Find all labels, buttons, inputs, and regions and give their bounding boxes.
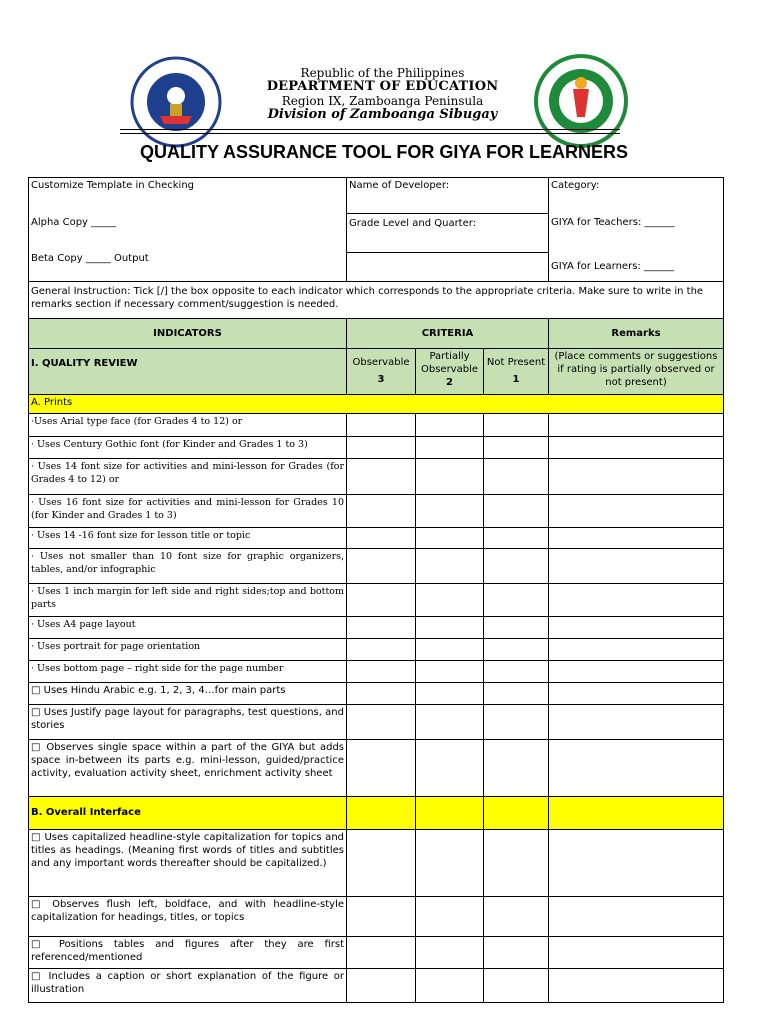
indicator-row: ·Uses Arial type face (for Grades 4 to 12) or (28, 413, 347, 437)
not-present-header (483, 348, 549, 395)
letterhead-text (240, 66, 525, 122)
section-b-fill (548, 796, 724, 830)
partially-checkbox-cell[interactable] (415, 616, 484, 639)
not-present-checkbox-cell[interactable] (483, 548, 549, 584)
division-seal-icon (533, 53, 625, 145)
observable-checkbox-cell[interactable] (346, 660, 416, 683)
not-present-checkbox-cell[interactable] (483, 936, 549, 969)
observable-label: Observable (352, 357, 410, 368)
not-present-checkbox-cell[interactable] (483, 616, 549, 639)
partially-checkbox-cell[interactable] (415, 494, 484, 528)
remarks-input-cell[interactable] (548, 704, 724, 740)
observable-checkbox-cell[interactable] (346, 458, 416, 495)
indicator-row: · Uses bottom page – right side for the page number (28, 660, 347, 683)
giya-teachers-label: GIYA for Teachers: ______ (551, 217, 675, 228)
remarks-input-cell[interactable] (548, 494, 724, 528)
partially-checkbox-cell[interactable] (415, 704, 484, 740)
observable-checkbox-cell[interactable] (346, 436, 416, 459)
indicator-row: · Uses 14 font size for activities and mini-lesson for Grades (for Grades 4 to 12) or (28, 458, 347, 495)
department-text: DEPARTMENT OF EDUCATION (266, 79, 499, 94)
remarks-input-cell[interactable] (548, 829, 724, 897)
indicator-row: □ Observes flush left, boldface, and with headline-style capitalization for headings, titles, or topics (28, 896, 347, 937)
not-present-score: 1 (512, 374, 520, 385)
indicator-row: □ Uses Justify page layout for paragraphs, test questions, and stories (28, 704, 347, 740)
developer-label: Name of Developer: (349, 180, 450, 191)
not-present-checkbox-cell[interactable] (483, 682, 549, 705)
not-present-checkbox-cell[interactable] (483, 829, 549, 897)
observable-checkbox-cell[interactable] (346, 739, 416, 797)
observable-checkbox-cell[interactable] (346, 896, 416, 937)
partially-checkbox-cell[interactable] (415, 583, 484, 617)
letterhead (130, 56, 630, 136)
section-overall-interface: B. Overall Interface (28, 796, 347, 830)
grade-cell (346, 213, 549, 253)
observable-checkbox-cell[interactable] (346, 682, 416, 705)
customize-label: Customize Template in Checking (31, 180, 194, 191)
quality-review-header: I. QUALITY REVIEW (28, 348, 347, 395)
remarks-input-cell[interactable] (548, 413, 724, 437)
alpha-copy-label: Alpha Copy _____ (31, 217, 117, 228)
partially-checkbox-cell[interactable] (415, 458, 484, 495)
division-text: Division of Zamboanga Sibugay (267, 107, 498, 122)
beta-copy-label: Beta Copy _____ Output (31, 253, 149, 264)
blank-cell (346, 252, 549, 282)
observable-checkbox-cell[interactable] (346, 968, 416, 1003)
partially-checkbox-cell[interactable] (415, 638, 484, 661)
partially-checkbox-cell[interactable] (415, 527, 484, 549)
giya-learners-label: GIYA for Learners: ______ (551, 261, 674, 272)
section-b-fill (346, 796, 416, 830)
indicator-row: · Uses 16 font size for activities and mini-lesson for Grades 10 (for Kinder and Grades 1 to 3) (28, 494, 347, 528)
deped-seal-icon (130, 56, 222, 148)
remarks-input-cell[interactable] (548, 527, 724, 549)
not-present-checkbox-cell[interactable] (483, 660, 549, 683)
observable-checkbox-cell[interactable] (346, 936, 416, 969)
not-present-checkbox-cell[interactable] (483, 413, 549, 437)
remarks-input-cell[interactable] (548, 739, 724, 797)
header-rule (120, 129, 620, 130)
remarks-input-cell[interactable] (548, 936, 724, 969)
partially-checkbox-cell[interactable] (415, 829, 484, 897)
not-present-checkbox-cell[interactable] (483, 704, 549, 740)
general-instruction: General Instruction: Tick [/] the box opposite to each indicator which corresponds to the appropriate criteria. Make sure to write in the remarks section if necessary comment/suggestion is needed. (28, 281, 724, 319)
indicator-row: □ Uses Hindu Arabic e.g. 1, 2, 3, 4…for main parts (28, 682, 347, 705)
indicator-row: · Uses 1 inch margin for left side and right sides;top and bottom parts (28, 583, 347, 617)
indicator-row: · Uses Century Gothic font (for Kinder and Grades 1 to 3) (28, 436, 347, 459)
not-present-checkbox-cell[interactable] (483, 494, 549, 528)
not-present-checkbox-cell[interactable] (483, 458, 549, 495)
partially-checkbox-cell[interactable] (415, 682, 484, 705)
page-title: QUALITY ASSURANCE TOOL FOR GIYA FOR LEARNERS (139, 142, 629, 162)
remarks-header: Remarks (548, 318, 724, 349)
partially-checkbox-cell[interactable] (415, 896, 484, 937)
partially-checkbox-cell[interactable] (415, 739, 484, 797)
indicator-row: · Uses portrait for page orientation (28, 638, 347, 661)
remarks-input-cell[interactable] (548, 548, 724, 584)
not-present-checkbox-cell[interactable] (483, 739, 549, 797)
partially-label: Partially Observable (420, 351, 479, 375)
indicators-header: INDICATORS (28, 318, 347, 349)
partially-checkbox-cell[interactable] (415, 936, 484, 969)
not-present-checkbox-cell[interactable] (483, 527, 549, 549)
remarks-input-cell[interactable] (548, 660, 724, 683)
section-b-fill (415, 796, 484, 830)
remarks-input-cell[interactable] (548, 638, 724, 661)
header-rule-thin (120, 133, 620, 134)
indicator-row: □ Uses capitalized headline-style capitalization for topics and titles as headings. (Meaning first words of titles and subtitles and any important words thereafter should be capitalized.) (28, 829, 347, 897)
observable-checkbox-cell[interactable] (346, 494, 416, 528)
section-prints: A. Prints (28, 394, 724, 414)
remarks-input-cell[interactable] (548, 458, 724, 495)
remarks-input-cell[interactable] (548, 682, 724, 705)
observable-checkbox-cell[interactable] (346, 583, 416, 617)
indicator-row: · Uses not smaller than 10 font size for graphic organizers, tables, and/or infographic (28, 548, 347, 584)
partially-checkbox-cell[interactable] (415, 436, 484, 459)
partially-header (415, 348, 484, 395)
developer-cell (346, 177, 549, 214)
remarks-input-cell[interactable] (548, 968, 724, 1003)
remarks-input-cell[interactable] (548, 896, 724, 937)
not-present-checkbox-cell[interactable] (483, 638, 549, 661)
observable-checkbox-cell[interactable] (346, 704, 416, 740)
indicator-row: □ Includes a caption or short explanation of the figure or illustration (28, 968, 347, 1003)
remarks-note: (Place comments or suggestions if rating is partially observed or not present) (548, 348, 724, 395)
remarks-input-cell[interactable] (548, 436, 724, 459)
observable-checkbox-cell[interactable] (346, 829, 416, 897)
not-present-checkbox-cell[interactable] (483, 436, 549, 459)
indicator-row: □ Observes single space within a part of the GIYA but adds space in-between its parts e.g. mini-lesson, guided/practice activity, evaluation activity sheet, enrichment activity sheet (28, 739, 347, 797)
republic-text: Republic of the Philippines (300, 66, 465, 80)
observable-checkbox-cell[interactable] (346, 527, 416, 549)
category-cell (548, 177, 724, 282)
observable-checkbox-cell[interactable] (346, 616, 416, 639)
partially-checkbox-cell[interactable] (415, 660, 484, 683)
remarks-input-cell[interactable] (548, 583, 724, 617)
indicator-row: · Uses 14 -16 font size for lesson title or topic (28, 527, 347, 549)
remarks-input-cell[interactable] (548, 616, 724, 639)
region-text: Region IX, Zamboanga Peninsula (281, 94, 484, 108)
observable-checkbox-cell[interactable] (346, 638, 416, 661)
section-b-fill (483, 796, 549, 830)
partially-score: 2 (446, 377, 453, 388)
not-present-label: Not Present (486, 357, 546, 368)
not-present-checkbox-cell[interactable] (483, 583, 549, 617)
observable-checkbox-cell[interactable] (346, 413, 416, 437)
criteria-header: CRITERIA (346, 318, 549, 349)
indicator-row: □ Positions tables and figures after they are first referenced/mentioned (28, 936, 347, 969)
observable-score: 3 (377, 374, 385, 385)
template-info-cell (28, 177, 347, 282)
partially-checkbox-cell[interactable] (415, 548, 484, 584)
partially-checkbox-cell[interactable] (415, 413, 484, 437)
category-label: Category: (551, 180, 600, 191)
not-present-checkbox-cell[interactable] (483, 968, 549, 1003)
indicator-row: · Uses A4 page layout (28, 616, 347, 639)
observable-checkbox-cell[interactable] (346, 548, 416, 584)
observable-header (346, 348, 416, 395)
not-present-checkbox-cell[interactable] (483, 896, 549, 937)
grade-label: Grade Level and Quarter: (349, 218, 477, 229)
partially-checkbox-cell[interactable] (415, 968, 484, 1003)
